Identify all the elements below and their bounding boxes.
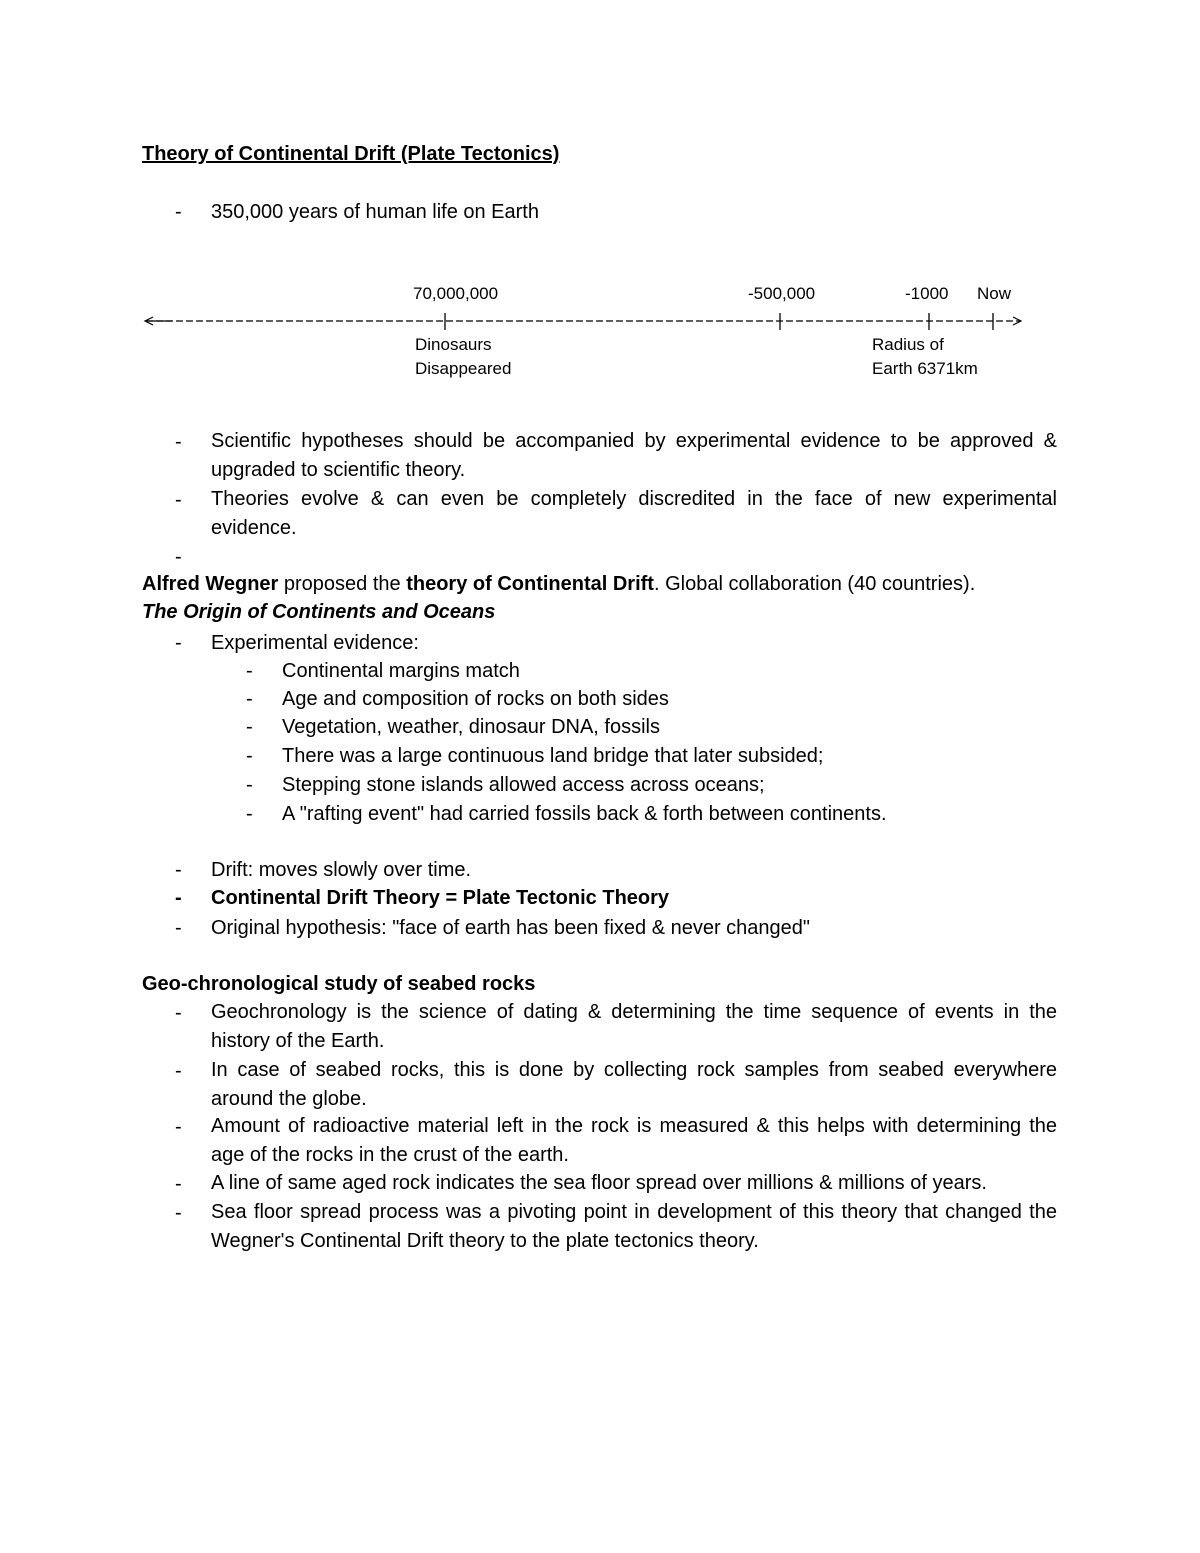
evidence-item: Continental margins match (282, 660, 520, 682)
geo-bullet: Sea floor spread process was a pivoting point in development of this theory that changed the Wegner's Continental Drift theory to the plate tectonics theory. (211, 1201, 1057, 1252)
timeline-radius-line1: Radius of (872, 335, 944, 354)
bullet-dash: - (175, 431, 182, 453)
wegner-mid: proposed the (278, 573, 407, 595)
timeline-radius-line2: Earth 6371km (872, 359, 978, 378)
geo-bullet: A line of same aged rock indicates the sea floor spread over millions & millions of years. (211, 1172, 987, 1194)
evidence-label: Experimental evidence: (211, 632, 419, 654)
timeline-label-now: Now (977, 284, 1012, 303)
sub-bullet-dash: - (246, 774, 253, 796)
sub-bullet-dash: - (246, 716, 253, 738)
bullet-dash-empty: - (175, 546, 182, 568)
timeline-dinosaurs-line1: Dinosaurs (415, 335, 492, 354)
bullet-dash: - (175, 632, 182, 654)
evidence-item: Vegetation, weather, dinosaur DNA, fossils (282, 716, 660, 738)
wegner-theory: theory of Continental Drift (406, 573, 654, 595)
bullet-dash: - (175, 1002, 182, 1024)
bullet-dash: - (175, 1116, 182, 1138)
geo-bullet: In case of seabed rocks, this is done by collecting rock samples from seabed everywhere around the globe. (211, 1059, 1057, 1110)
geo-heading: Geo-chronological study of seabed rocks (142, 973, 536, 995)
bullet-dash: - (175, 489, 182, 511)
wegner-paragraph (142, 572, 975, 596)
wegner-name: Alfred Wegner (142, 573, 279, 595)
timeline-axis (0, 0, 1200, 400)
wegner-rest: . Global collaboration (40 countries). (653, 573, 976, 595)
document-title: Theory of Continental Drift (Plate Tectonics) (142, 143, 560, 165)
bullet-hypotheses: Scientific hypotheses should be accompanied by experimental evidence to be approved & upgraded to scientific theory. (211, 430, 1057, 481)
evidence-item: There was a large continuous land bridge that later subsided; (282, 745, 824, 767)
timeline-label-500000: -500,000 (748, 284, 816, 303)
timeline-dinosaurs-line2: Disappeared (415, 359, 512, 378)
timeline-label-1000: -1000 (905, 284, 949, 303)
bullet-dash: - (175, 887, 182, 909)
intro-bullet: 350,000 years of human life on Earth (211, 201, 539, 223)
bullet-dash: - (175, 1060, 182, 1082)
bullet-drift: Drift: moves slowly over time. (211, 859, 472, 881)
evidence-item: Stepping stone islands allowed access across oceans; (282, 774, 765, 796)
bullet-dash: - (175, 917, 182, 939)
sub-bullet-dash: - (246, 660, 253, 682)
sub-bullet-dash: - (246, 745, 253, 767)
timeline-label-70000000: 70,000,000 (413, 284, 499, 303)
sub-bullet-dash: - (246, 688, 253, 710)
geo-bullet: Amount of radioactive material left in the rock is measured & this helps with determining the age of the rocks in the crust of the earth. (211, 1115, 1057, 1166)
bullet-original-hypothesis: Original hypothesis: "face of earth has been fixed & never changed" (211, 917, 811, 939)
bullet-dash: - (175, 201, 182, 223)
geo-bullet: Geochronology is the science of dating & determining the time sequence of events in the history of the Earth. (211, 1001, 1057, 1052)
bullet-dash: - (175, 1173, 182, 1195)
evidence-item: A "rafting event" had carried fossils back & forth between continents. (282, 803, 887, 825)
bullet-continental-drift-theory: Continental Drift Theory = Plate Tectonic Theory (211, 887, 670, 909)
book-title: The Origin of Continents and Oceans (142, 601, 496, 623)
evidence-item: Age and composition of rocks on both sides (282, 688, 669, 710)
sub-bullet-dash: - (246, 803, 253, 825)
bullet-dash: - (175, 859, 182, 881)
bullet-theories: Theories evolve & can even be completely discredited in the face of new experimental evidence. (211, 488, 1057, 539)
bullet-dash: - (175, 1202, 182, 1224)
